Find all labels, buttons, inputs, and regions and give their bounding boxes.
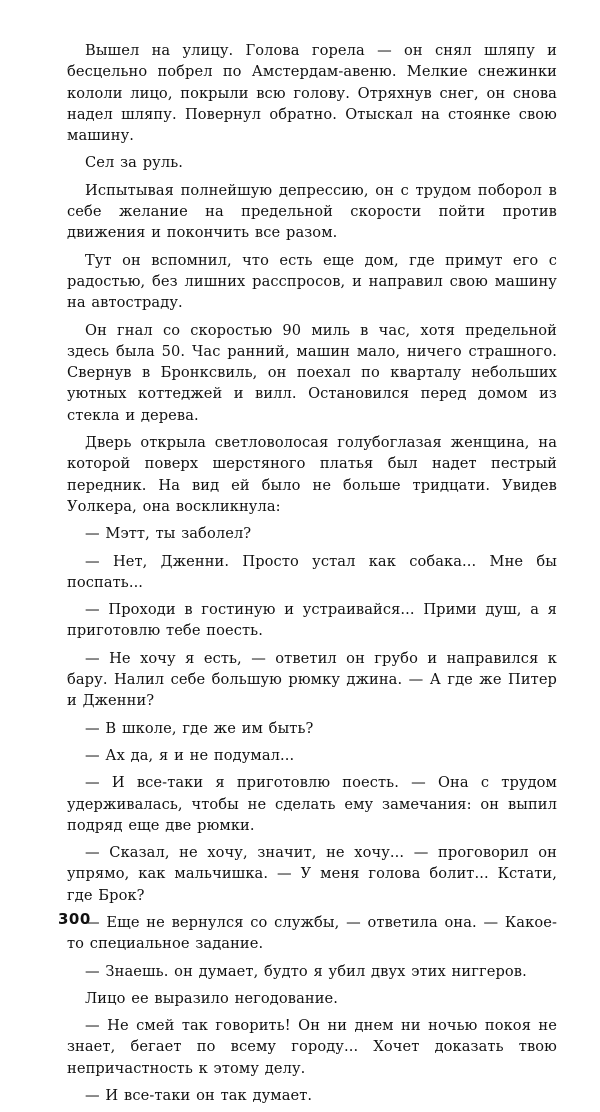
- dialogue-line-10: — Знаешь. он думает, будто я убил двух этих ниггеров.: [85, 962, 527, 980]
- page-number: 300: [58, 910, 91, 928]
- dialogue-line-7: — И все-таки я приготовлю поесть. — Она с трудом удерживалась, чтобы не сделать ему замечания: он выпил подряд еще две рюмки.: [67, 774, 557, 834]
- paragraph-6: Дверь открыла светловолосая голубоглазая женщина, на которой поверх шерстяного платья был надет пестрый передник. На вид ей было не больше тридцати. Увидев Уолкера, она воскликнула:: [67, 434, 557, 515]
- paragraph-3: Испытывая полнейшую депрессию, он с трудом поборол в себе желание на предельной скорости пойти против движения и покончить все разом.: [67, 181, 557, 242]
- dialogue-line-5: — В школе, где же им быть?: [85, 719, 314, 737]
- paragraph-4: Тут он вспомнил, что есть еще дом, где примут его с радостью, без лишних расспросов, и направил свою машину на автостраду.: [67, 251, 557, 312]
- dialogue-line-1: — Мэтт, ты заболел?: [85, 525, 252, 543]
- page-body: [67, 40, 557, 1112]
- paragraph-1: Вышел на улицу. Голова горела — он снял шляпу и бесцельно побрел по Амстердам-авеню. Мелкие снежинки кололи лицо, покрыли всю голову. Отряхнув снег, он снова надел шляпу. Повернул обратно. Отыскал на стоянке свою машину.: [67, 42, 557, 145]
- dialogue-line-8: — Сказал, не хочу, значит, не хочу... — проговорил он упрямо, как мальчишка. — У меня голова болит... Кстати, где Брок?: [67, 844, 557, 904]
- dialogue-line-6: — Ах да, я и не подумал...: [85, 746, 295, 764]
- dialogue-line-3: — Проходи в гостиную и устраивайся... Прими душ, а я приготовлю тебе поесть.: [67, 601, 557, 640]
- paragraph-5: Он гнал со скоростью 90 миль в час, хотя предельной здесь была 50. Час ранний, машин мало, ничего страшного. Свернув в Бронксвиль, он поехал по кварталу небольших уютных коттеджей и вилл. Остановился перед домом из стекла и дерева.: [67, 321, 557, 424]
- paragraph-2: Сел за руль.: [85, 154, 183, 172]
- dialogue-line-4: — Не хочу я есть, — ответил он грубо и направился к бару. Налил себе большую рюмку джина. — А где же Питер и Дженни?: [67, 649, 557, 710]
- narration-line: Лицо ее выразило негодование.: [85, 989, 338, 1007]
- dialogue-line-2: — Нет, Дженни. Просто устал как собака... Мне бы поспать...: [67, 552, 557, 591]
- dialogue-line-11: — Не смей так говорить! Он ни днем ни ночью покоя не знает, бегает по всему городу... Хочет доказать твою непричастность к этому делу.: [67, 1017, 557, 1077]
- dialogue-line-9: — Еще не вернулся со службы, — ответила она. — Какое-то специальное задание.: [67, 913, 557, 953]
- dialogue-line-12: — И все-таки он так думает.: [85, 1087, 313, 1105]
